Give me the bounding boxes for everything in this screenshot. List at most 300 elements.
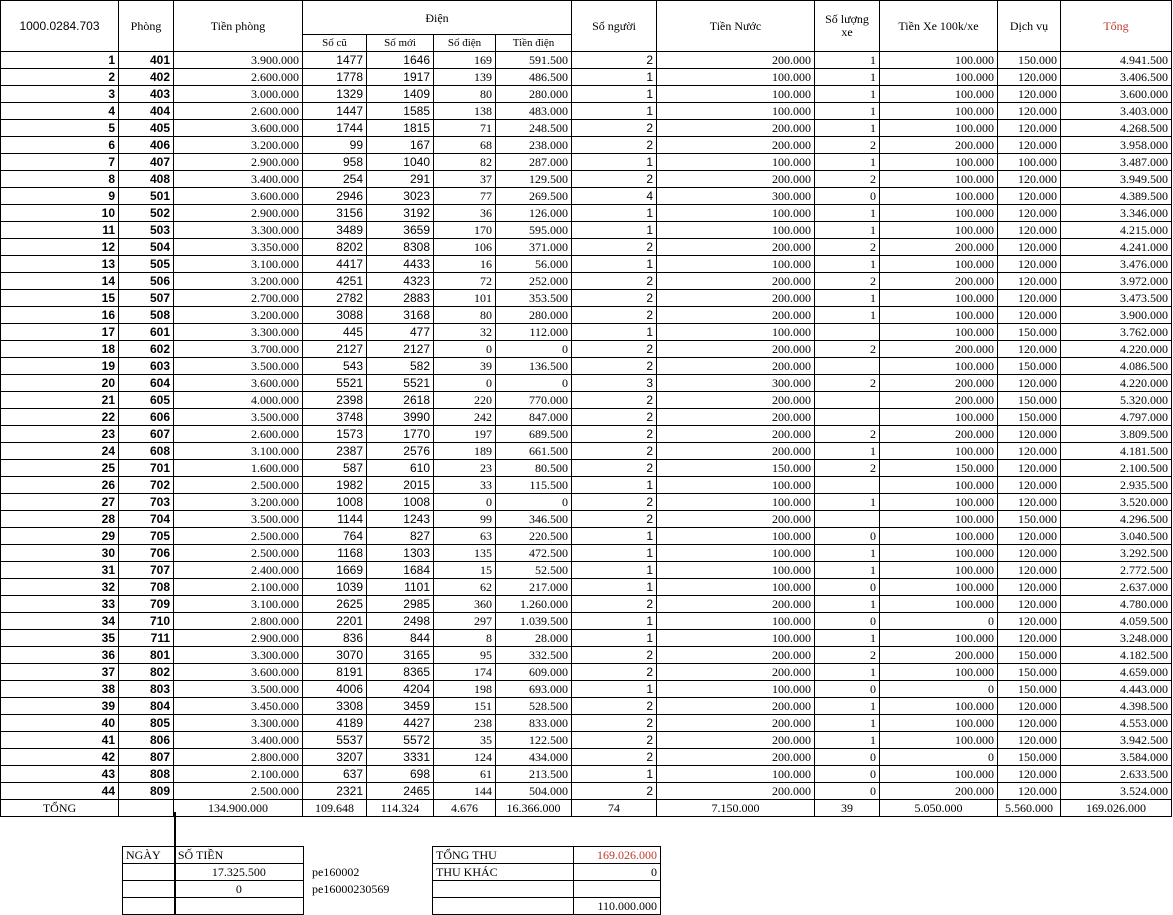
vehicle-fee-cell[interactable]: 150.000 [880,460,998,477]
people-cell[interactable]: 2 [572,596,657,613]
service-cell[interactable]: 120.000 [998,630,1061,647]
vehicle-fee-cell[interactable]: 100.000 [880,171,998,188]
row-total-cell[interactable]: 3.762.000 [1061,324,1172,341]
row-index-cell[interactable]: 10 [1,205,119,222]
row-total-cell[interactable]: 3.040.500 [1061,528,1172,545]
water-cell[interactable]: 100.000 [657,103,815,120]
rent-cell[interactable]: 3.900.000 [174,52,303,69]
units-cell[interactable]: 0 [434,375,496,392]
room-number-cell[interactable]: 809 [119,783,174,800]
old-reading-cell[interactable]: 99 [303,137,367,154]
old-reading-cell[interactable]: 2201 [303,613,367,630]
service-cell[interactable]: 150.000 [998,749,1061,766]
vehicle-count-cell[interactable]: 1 [815,732,880,749]
new-reading-cell[interactable]: 5521 [367,375,434,392]
rent-cell[interactable]: 3.350.000 [174,239,303,256]
people-cell[interactable]: 2 [572,443,657,460]
people-cell[interactable]: 2 [572,273,657,290]
payment-amount[interactable] [174,898,303,915]
room-number-cell[interactable]: 605 [119,392,174,409]
vehicle-count-cell[interactable]: 2 [815,647,880,664]
row-total-cell[interactable]: 4.181.500 [1061,443,1172,460]
row-total-cell[interactable]: 4.443.000 [1061,681,1172,698]
row-total-cell[interactable]: 4.780.000 [1061,596,1172,613]
people-cell[interactable]: 1 [572,681,657,698]
units-cell[interactable]: 16 [434,256,496,273]
vehicle-count-cell[interactable]: 2 [815,137,880,154]
people-cell[interactable]: 2 [572,511,657,528]
electric-fee-cell[interactable]: 528.500 [496,698,572,715]
vehicle-count-cell[interactable]: 1 [815,562,880,579]
vehicle-count-cell[interactable]: 1 [815,120,880,137]
electric-fee-cell[interactable]: 52.500 [496,562,572,579]
new-reading-cell[interactable]: 2465 [367,783,434,800]
service-cell[interactable]: 150.000 [998,511,1061,528]
new-reading-cell[interactable]: 1585 [367,103,434,120]
people-cell[interactable]: 2 [572,307,657,324]
electric-fee-cell[interactable]: 213.500 [496,766,572,783]
row-total-cell[interactable]: 4.182.500 [1061,647,1172,664]
units-cell[interactable]: 33 [434,477,496,494]
payment-amount[interactable]: 0 [174,881,303,898]
water-cell[interactable]: 100.000 [657,222,815,239]
room-number-cell[interactable]: 707 [119,562,174,579]
rent-cell[interactable]: 2.100.000 [174,579,303,596]
people-cell[interactable]: 1 [572,630,657,647]
service-cell[interactable]: 120.000 [998,715,1061,732]
rent-cell[interactable]: 3.500.000 [174,511,303,528]
room-number-cell[interactable]: 807 [119,749,174,766]
old-reading-cell[interactable]: 587 [303,460,367,477]
row-index-cell[interactable]: 33 [1,596,119,613]
old-reading-cell[interactable]: 2127 [303,341,367,358]
row-index-cell[interactable]: 4 [1,103,119,120]
water-cell[interactable]: 100.000 [657,154,815,171]
room-number-cell[interactable]: 805 [119,715,174,732]
service-cell[interactable]: 120.000 [998,783,1061,800]
people-cell[interactable]: 2 [572,358,657,375]
old-reading-cell[interactable]: 1168 [303,545,367,562]
electric-fee-cell[interactable]: 280.000 [496,307,572,324]
vehicle-fee-cell[interactable]: 100.000 [880,290,998,307]
people-cell[interactable]: 1 [572,766,657,783]
service-cell[interactable]: 120.000 [998,307,1061,324]
units-cell[interactable]: 32 [434,324,496,341]
vehicle-count-cell[interactable]: 1 [815,290,880,307]
electric-fee-cell[interactable]: 56.000 [496,256,572,273]
units-cell[interactable]: 139 [434,69,496,86]
vehicle-fee-cell[interactable]: 100.000 [880,732,998,749]
vehicle-count-cell[interactable] [815,511,880,528]
electric-fee-cell[interactable]: 847.000 [496,409,572,426]
service-cell[interactable]: 120.000 [998,579,1061,596]
row-index-cell[interactable]: 8 [1,171,119,188]
people-cell[interactable]: 1 [572,86,657,103]
row-total-cell[interactable]: 5.320.000 [1061,392,1172,409]
row-index-cell[interactable]: 16 [1,307,119,324]
row-index-cell[interactable]: 20 [1,375,119,392]
service-cell[interactable]: 120.000 [998,426,1061,443]
vehicle-count-cell[interactable] [815,358,880,375]
electric-fee-cell[interactable]: 770.000 [496,392,572,409]
rent-cell[interactable]: 3.200.000 [174,137,303,154]
water-cell[interactable]: 200.000 [657,732,815,749]
people-cell[interactable]: 2 [572,171,657,188]
service-cell[interactable]: 120.000 [998,205,1061,222]
vehicle-count-cell[interactable]: 0 [815,613,880,630]
service-cell[interactable]: 120.000 [998,698,1061,715]
water-cell[interactable]: 300.000 [657,375,815,392]
rent-cell[interactable]: 3.500.000 [174,409,303,426]
row-total-cell[interactable]: 4.086.500 [1061,358,1172,375]
row-index-cell[interactable]: 9 [1,188,119,205]
electric-fee-cell[interactable]: 217.000 [496,579,572,596]
vehicle-fee-cell[interactable]: 200.000 [880,239,998,256]
vehicle-fee-cell[interactable]: 100.000 [880,630,998,647]
water-cell[interactable]: 200.000 [657,137,815,154]
new-reading-cell[interactable]: 3165 [367,647,434,664]
rent-cell[interactable]: 3.100.000 [174,596,303,613]
new-reading-cell[interactable]: 2127 [367,341,434,358]
row-total-cell[interactable]: 2.637.000 [1061,579,1172,596]
row-total-cell[interactable]: 3.524.000 [1061,783,1172,800]
units-cell[interactable]: 72 [434,273,496,290]
old-reading-cell[interactable]: 764 [303,528,367,545]
people-cell[interactable]: 2 [572,409,657,426]
row-total-cell[interactable]: 4.389.500 [1061,188,1172,205]
new-reading-cell[interactable]: 1684 [367,562,434,579]
row-index-cell[interactable]: 25 [1,460,119,477]
vehicle-count-cell[interactable]: 1 [815,103,880,120]
water-cell[interactable]: 200.000 [657,409,815,426]
row-total-cell[interactable]: 3.406.500 [1061,69,1172,86]
rent-cell[interactable]: 2.600.000 [174,103,303,120]
new-reading-cell[interactable]: 1040 [367,154,434,171]
people-cell[interactable]: 1 [572,562,657,579]
units-cell[interactable]: 95 [434,647,496,664]
row-index-cell[interactable]: 32 [1,579,119,596]
room-number-cell[interactable]: 505 [119,256,174,273]
vehicle-fee-cell[interactable]: 100.000 [880,324,998,341]
water-cell[interactable]: 200.000 [657,120,815,137]
vehicle-fee-cell[interactable]: 100.000 [880,579,998,596]
row-total-cell[interactable]: 3.476.000 [1061,256,1172,273]
service-cell[interactable]: 120.000 [998,375,1061,392]
electric-fee-cell[interactable]: 595.000 [496,222,572,239]
people-cell[interactable]: 1 [572,256,657,273]
row-index-cell[interactable]: 1 [1,52,119,69]
service-cell[interactable]: 120.000 [998,596,1061,613]
room-number-cell[interactable]: 802 [119,664,174,681]
room-number-cell[interactable]: 608 [119,443,174,460]
vehicle-fee-cell[interactable]: 100.000 [880,409,998,426]
water-cell[interactable]: 200.000 [657,426,815,443]
row-total-cell[interactable]: 3.473.500 [1061,290,1172,307]
vehicle-fee-cell[interactable]: 200.000 [880,426,998,443]
room-number-cell[interactable]: 407 [119,154,174,171]
people-cell[interactable]: 1 [572,579,657,596]
row-total-cell[interactable]: 3.248.000 [1061,630,1172,647]
water-cell[interactable]: 200.000 [657,698,815,715]
vehicle-fee-cell[interactable]: 100.000 [880,698,998,715]
service-cell[interactable]: 120.000 [998,69,1061,86]
room-number-cell[interactable]: 711 [119,630,174,647]
row-index-cell[interactable]: 18 [1,341,119,358]
water-cell[interactable]: 200.000 [657,358,815,375]
new-reading-cell[interactable]: 8308 [367,239,434,256]
vehicle-fee-cell[interactable]: 100.000 [880,715,998,732]
water-cell[interactable]: 300.000 [657,188,815,205]
service-cell[interactable]: 120.000 [998,494,1061,511]
row-total-cell[interactable]: 3.900.000 [1061,307,1172,324]
electric-fee-cell[interactable]: 126.000 [496,205,572,222]
row-index-cell[interactable]: 21 [1,392,119,409]
rent-cell[interactable]: 1.600.000 [174,460,303,477]
service-cell[interactable]: 120.000 [998,528,1061,545]
people-cell[interactable]: 1 [572,154,657,171]
people-cell[interactable]: 2 [572,783,657,800]
payment-amount[interactable]: 17.325.500 [174,864,303,881]
vehicle-fee-cell[interactable]: 100.000 [880,562,998,579]
old-reading-cell[interactable]: 1778 [303,69,367,86]
new-reading-cell[interactable]: 844 [367,630,434,647]
vehicle-count-cell[interactable]: 1 [815,545,880,562]
service-cell[interactable]: 150.000 [998,392,1061,409]
service-cell[interactable]: 120.000 [998,766,1061,783]
people-cell[interactable]: 2 [572,341,657,358]
old-reading-cell[interactable]: 8191 [303,664,367,681]
row-index-cell[interactable]: 27 [1,494,119,511]
vehicle-count-cell[interactable]: 1 [815,494,880,511]
row-total-cell[interactable]: 4.215.000 [1061,222,1172,239]
electric-fee-cell[interactable]: 0 [496,375,572,392]
old-reading-cell[interactable]: 3070 [303,647,367,664]
row-index-cell[interactable]: 5 [1,120,119,137]
rent-cell[interactable]: 2.900.000 [174,630,303,647]
new-reading-cell[interactable]: 8365 [367,664,434,681]
vehicle-count-cell[interactable]: 0 [815,766,880,783]
row-total-cell[interactable]: 3.942.500 [1061,732,1172,749]
row-index-cell[interactable]: 17 [1,324,119,341]
vehicle-fee-cell[interactable]: 200.000 [880,375,998,392]
new-reading-cell[interactable]: 3023 [367,188,434,205]
new-reading-cell[interactable]: 3168 [367,307,434,324]
people-cell[interactable]: 4 [572,188,657,205]
row-index-cell[interactable]: 15 [1,290,119,307]
row-index-cell[interactable]: 2 [1,69,119,86]
electric-fee-cell[interactable]: 504.000 [496,783,572,800]
vehicle-fee-cell[interactable]: 100.000 [880,256,998,273]
electric-fee-cell[interactable]: 346.500 [496,511,572,528]
people-cell[interactable]: 2 [572,749,657,766]
electric-fee-cell[interactable]: 371.000 [496,239,572,256]
room-number-cell[interactable]: 503 [119,222,174,239]
vehicle-fee-cell[interactable]: 100.000 [880,664,998,681]
row-index-cell[interactable]: 35 [1,630,119,647]
row-total-cell[interactable]: 3.346.000 [1061,205,1172,222]
vehicle-fee-cell[interactable]: 100.000 [880,86,998,103]
units-cell[interactable]: 135 [434,545,496,562]
water-cell[interactable]: 200.000 [657,511,815,528]
units-cell[interactable]: 8 [434,630,496,647]
electric-fee-cell[interactable]: 332.500 [496,647,572,664]
water-cell[interactable]: 100.000 [657,494,815,511]
row-total-cell[interactable]: 4.296.500 [1061,511,1172,528]
row-index-cell[interactable]: 36 [1,647,119,664]
water-cell[interactable]: 200.000 [657,307,815,324]
service-cell[interactable]: 120.000 [998,477,1061,494]
service-cell[interactable]: 150.000 [998,681,1061,698]
units-cell[interactable]: 80 [434,86,496,103]
row-total-cell[interactable]: 3.584.000 [1061,749,1172,766]
rent-cell[interactable]: 2.600.000 [174,426,303,443]
vehicle-count-cell[interactable]: 0 [815,579,880,596]
water-cell[interactable]: 100.000 [657,681,815,698]
vehicle-fee-cell[interactable]: 100.000 [880,528,998,545]
room-number-cell[interactable]: 705 [119,528,174,545]
people-cell[interactable]: 1 [572,528,657,545]
vehicle-count-cell[interactable]: 0 [815,783,880,800]
people-cell[interactable]: 2 [572,426,657,443]
new-reading-cell[interactable]: 1101 [367,579,434,596]
rent-cell[interactable]: 3.500.000 [174,358,303,375]
vehicle-fee-cell[interactable]: 100.000 [880,511,998,528]
room-number-cell[interactable]: 504 [119,239,174,256]
electric-fee-cell[interactable]: 122.500 [496,732,572,749]
row-total-cell[interactable]: 3.403.000 [1061,103,1172,120]
vehicle-fee-cell[interactable]: 100.000 [880,358,998,375]
vehicle-fee-cell[interactable]: 200.000 [880,647,998,664]
vehicle-count-cell[interactable]: 1 [815,222,880,239]
rent-cell[interactable]: 3.600.000 [174,375,303,392]
water-cell[interactable]: 200.000 [657,52,815,69]
people-cell[interactable]: 1 [572,222,657,239]
units-cell[interactable]: 174 [434,664,496,681]
vehicle-fee-cell[interactable]: 200.000 [880,783,998,800]
vehicle-count-cell[interactable]: 2 [815,171,880,188]
row-index-cell[interactable]: 40 [1,715,119,732]
rent-cell[interactable]: 3.100.000 [174,256,303,273]
units-cell[interactable]: 101 [434,290,496,307]
room-number-cell[interactable]: 405 [119,120,174,137]
vehicle-count-cell[interactable]: 0 [815,681,880,698]
water-cell[interactable]: 100.000 [657,630,815,647]
old-reading-cell[interactable]: 1447 [303,103,367,120]
service-cell[interactable]: 120.000 [998,613,1061,630]
rent-cell[interactable]: 3.600.000 [174,664,303,681]
old-reading-cell[interactable]: 1039 [303,579,367,596]
service-cell[interactable]: 120.000 [998,222,1061,239]
room-number-cell[interactable]: 401 [119,52,174,69]
rent-cell[interactable]: 3.200.000 [174,494,303,511]
new-reading-cell[interactable]: 827 [367,528,434,545]
service-cell[interactable]: 120.000 [998,171,1061,188]
units-cell[interactable]: 238 [434,715,496,732]
row-total-cell[interactable]: 3.972.000 [1061,273,1172,290]
water-cell[interactable]: 200.000 [657,239,815,256]
water-cell[interactable]: 100.000 [657,545,815,562]
vehicle-count-cell[interactable]: 1 [815,443,880,460]
vehicle-count-cell[interactable]: 1 [815,205,880,222]
row-index-cell[interactable]: 37 [1,664,119,681]
people-cell[interactable]: 1 [572,477,657,494]
service-cell[interactable]: 120.000 [998,137,1061,154]
room-number-cell[interactable]: 406 [119,137,174,154]
electric-fee-cell[interactable]: 0 [496,494,572,511]
date-cell[interactable] [123,898,175,915]
room-number-cell[interactable]: 708 [119,579,174,596]
rent-cell[interactable]: 2.500.000 [174,528,303,545]
old-reading-cell[interactable]: 3748 [303,409,367,426]
service-cell[interactable]: 120.000 [998,86,1061,103]
row-total-cell[interactable]: 3.600.000 [1061,86,1172,103]
water-cell[interactable]: 100.000 [657,205,815,222]
vehicle-count-cell[interactable]: 1 [815,69,880,86]
vehicle-count-cell[interactable] [815,477,880,494]
row-total-cell[interactable]: 3.958.000 [1061,137,1172,154]
new-reading-cell[interactable]: 1303 [367,545,434,562]
rent-cell[interactable]: 2.900.000 [174,205,303,222]
water-cell[interactable]: 100.000 [657,528,815,545]
vehicle-fee-cell[interactable]: 100.000 [880,69,998,86]
water-cell[interactable]: 100.000 [657,86,815,103]
rent-cell[interactable]: 3.450.000 [174,698,303,715]
people-cell[interactable]: 2 [572,494,657,511]
electric-fee-cell[interactable]: 591.500 [496,52,572,69]
new-reading-cell[interactable]: 1008 [367,494,434,511]
row-total-cell[interactable]: 4.059.500 [1061,613,1172,630]
row-total-cell[interactable]: 4.220.000 [1061,341,1172,358]
vehicle-count-cell[interactable]: 1 [815,596,880,613]
row-index-cell[interactable]: 42 [1,749,119,766]
units-cell[interactable]: 77 [434,188,496,205]
room-number-cell[interactable]: 604 [119,375,174,392]
water-cell[interactable]: 150.000 [657,460,815,477]
row-total-cell[interactable]: 4.797.000 [1061,409,1172,426]
old-reading-cell[interactable]: 1982 [303,477,367,494]
vehicle-count-cell[interactable]: 2 [815,460,880,477]
row-index-cell[interactable]: 22 [1,409,119,426]
rent-cell[interactable]: 3.100.000 [174,443,303,460]
room-number-cell[interactable]: 706 [119,545,174,562]
vehicle-count-cell[interactable]: 0 [815,528,880,545]
people-cell[interactable]: 2 [572,647,657,664]
old-reading-cell[interactable]: 2946 [303,188,367,205]
new-reading-cell[interactable]: 3331 [367,749,434,766]
room-number-cell[interactable]: 403 [119,86,174,103]
people-cell[interactable]: 2 [572,392,657,409]
new-reading-cell[interactable]: 582 [367,358,434,375]
vehicle-count-cell[interactable]: 1 [815,715,880,732]
new-reading-cell[interactable]: 5572 [367,732,434,749]
row-index-cell[interactable]: 3 [1,86,119,103]
service-cell[interactable]: 150.000 [998,664,1061,681]
water-cell[interactable]: 200.000 [657,392,815,409]
units-cell[interactable]: 36 [434,205,496,222]
vehicle-fee-cell[interactable]: 0 [880,613,998,630]
row-index-cell[interactable]: 13 [1,256,119,273]
units-cell[interactable]: 360 [434,596,496,613]
new-reading-cell[interactable]: 4323 [367,273,434,290]
people-cell[interactable]: 2 [572,137,657,154]
water-cell[interactable]: 100.000 [657,613,815,630]
vehicle-fee-cell[interactable]: 200.000 [880,137,998,154]
service-cell[interactable]: 120.000 [998,256,1061,273]
room-number-cell[interactable]: 701 [119,460,174,477]
electric-fee-cell[interactable]: 280.000 [496,86,572,103]
service-cell[interactable]: 120.000 [998,341,1061,358]
electric-fee-cell[interactable]: 248.500 [496,120,572,137]
